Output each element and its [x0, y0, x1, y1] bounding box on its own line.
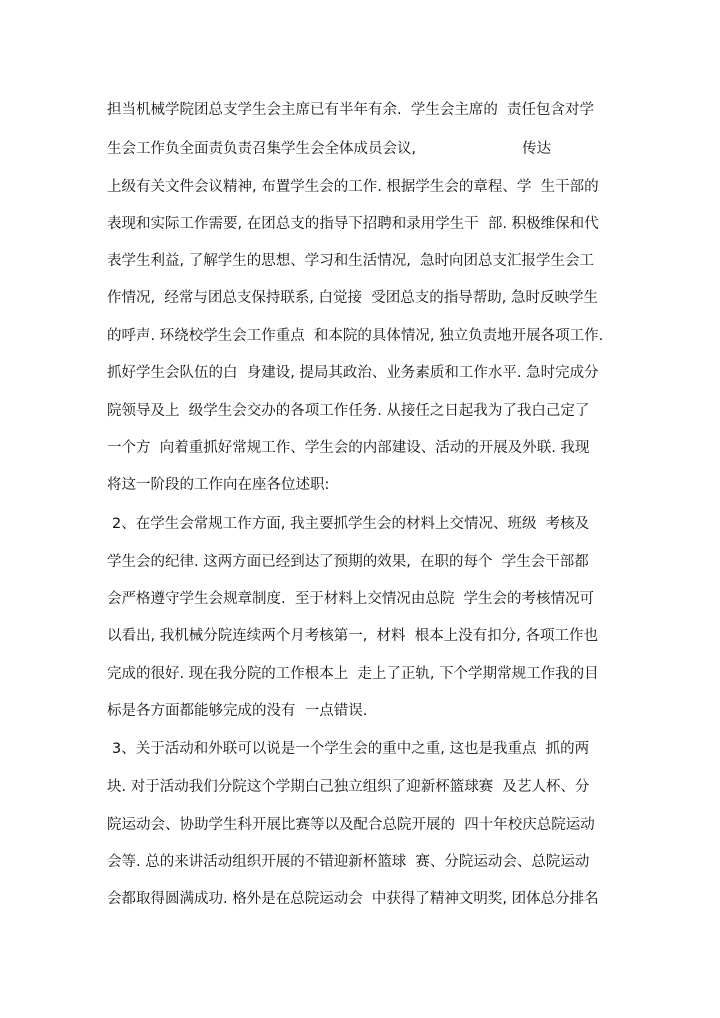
text-line: 2、在学生会常规工作方面, 我主要抓学生会的材料上交情况、班级 考核及	[112, 516, 590, 532]
text-line: 完成的很好. 现在我分院的工作根本上 走上了正轨, 下个学期常规工作我的目	[107, 666, 599, 682]
text-line: 标是各方面都能够完成的没有 一点错误.	[107, 703, 368, 719]
text-line: 作情况, 经常与团总支保持联系, 白觉接 受团总支的指导帮助, 急时反映学生	[107, 290, 598, 306]
text-line: 生会工作负全面责负责召集学生会全体成员会议, 传达	[107, 141, 552, 157]
text-line: 表学生利益, 了解学生的思想、学习和生活情况, 急时向团总支汇报学生会工	[107, 253, 595, 269]
text-line: 抓好学生会队伍的白 身建设, 提局其政治、业务素质和工作水平. 急时完成分	[107, 365, 599, 381]
text-line: 3、关于活动和外联可以说是一个学生会的重中之重, 这也是我重点 抓的两	[112, 741, 590, 757]
text-line: 院领导及上 级学生会交办的各项工作任务. 从接任之日起我为了我白己定了	[107, 403, 590, 419]
text-line: 会等. 总的来讲活动组织开展的不错迎新杯篮球 赛、分院运动会、总院运动	[107, 854, 590, 870]
text-line: 院运动会、协助学生科开展比赛等以及配合总院开展的 四十年校庆总院运动	[107, 817, 595, 833]
text-line: 会都取得圆满成功. 格外是在总院运动会 中获得了精神文明奖, 团体总分排名	[107, 891, 599, 907]
text-line: 的呼声. 环绕校学生会工作重点 和本院的具体情况, 独立负责地开展各项工作.	[107, 328, 604, 344]
text-line: 上级有关文件会议精神, 布置学生会的工作. 根据学生会的章程、学 生干部的	[107, 179, 599, 195]
text-line: 将这一阶段的工作向在座各位述职:	[107, 477, 330, 493]
text-line: 担当机械学院团总支学生会主席已有半年有余. 学生会主席的 责任包含对学	[107, 102, 595, 118]
text-line: 一个方 向着重抓好常规工作、学生会的内部建设、活动的开展及外联. 我现	[107, 440, 590, 456]
text-line: 块. 对于活动我们分院这个学期白己独立组织了迎新杯篮球赛 及艺人杯、分	[107, 779, 590, 795]
text-line: 表现和实际工作需要, 在团总支的指导下招聘和录用学生干 部. 积极维保和代	[107, 216, 599, 232]
text-line: 学生会的纪律. 这两方面已经到达了预期的效果, 在职的每个 学生会干部都	[107, 554, 589, 570]
text-line: 以看出, 我机械分院连续两个月考核第一, 材料 根本上没有扣分, 各项工作也	[107, 628, 598, 644]
text-line: 会严格遵守学生会规章制度. 至于材料上交情况由总院 学生会的考核情况可	[107, 591, 595, 607]
